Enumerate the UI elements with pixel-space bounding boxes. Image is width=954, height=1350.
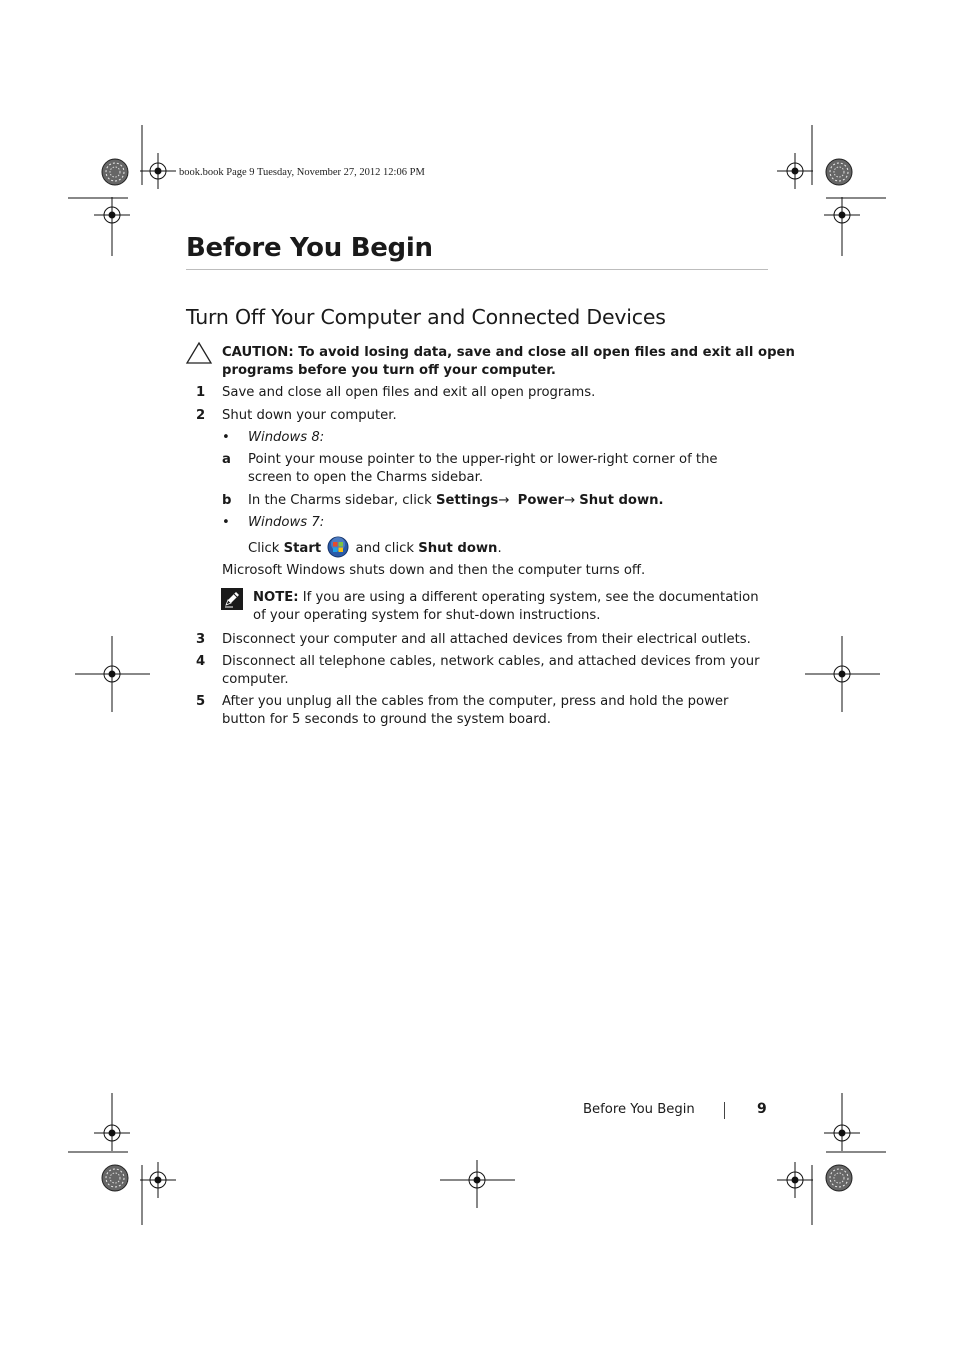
substep-a-line-1: Point your mouse pointer to the upper-right or lower-right corner of the — [248, 452, 718, 467]
windows-8-label: Windows 8: — [248, 430, 325, 445]
caution-line-1: CAUTION: To avoid losing data, save and close all open files and exit all open — [222, 345, 795, 360]
note-line-1 — [253, 589, 759, 607]
step-text: Save and close all open files and exit all open programs. — [222, 385, 596, 400]
caution-triangle-icon — [186, 342, 212, 364]
windows-start-orb-icon — [327, 536, 349, 558]
note-label: NOTE: — [253, 590, 299, 605]
and-click-text: and click — [351, 541, 419, 556]
windows-7-label: Windows 7: — [248, 515, 325, 530]
print-slug: book.book Page 9 Tuesday, November 27, 2012 12:06 PM — [179, 167, 425, 178]
step-text: Disconnect all telephone cables, network cables, and attached devices from your — [222, 654, 760, 669]
windows-7-instruction — [248, 536, 502, 558]
step-text: Disconnect your computer and all attached devices from their electrical outlets. — [222, 632, 751, 647]
note-pencil-icon — [221, 588, 243, 610]
step-text: button for 5 seconds to ground the system board. — [222, 712, 551, 727]
step-number: 5 — [196, 694, 206, 709]
bullet: • — [222, 430, 230, 445]
substep-b-text: In the Charms sidebar, click — [248, 493, 436, 508]
title-rule — [186, 269, 768, 270]
caution-line-2: programs before you turn off your computer. — [222, 363, 556, 378]
note-line-2: of your operating system for shut-down instructions. — [253, 608, 601, 623]
section-title: Turn Off Your Computer and Connected Devices — [186, 305, 666, 329]
substep-letter: a — [222, 452, 231, 467]
step-text: Shut down your computer. — [222, 408, 397, 423]
click-text: Click — [248, 541, 284, 556]
step-text: computer. — [222, 672, 289, 687]
settings-label: Settings — [435, 493, 499, 508]
shut-down-label: Shut down — [418, 541, 498, 556]
substep-letter: b — [222, 493, 232, 508]
shut-down-label: Shut down. — [579, 493, 664, 508]
note-text: If you are using a different operating system, see the documentation — [298, 590, 759, 605]
period: . — [497, 541, 502, 556]
substep-a-line-2: screen to open the Charms sidebar. — [248, 470, 484, 485]
arrow: → — [564, 493, 576, 508]
step-number: 3 — [196, 632, 206, 647]
page-title: Before You Begin — [186, 233, 433, 263]
bullet: • — [222, 515, 230, 530]
power-label: Power — [517, 493, 565, 508]
footer-separator — [724, 1102, 725, 1119]
step-number: 4 — [196, 654, 206, 669]
page-number: 9 — [757, 1101, 767, 1117]
shutdown-result: Microsoft Windows shuts down and then the computer turns off. — [222, 563, 646, 578]
step-text: After you unplug all the cables from the computer, press and hold the power — [222, 694, 729, 709]
footer-section: Before You Begin — [583, 1102, 695, 1117]
step-number: 1 — [196, 385, 206, 400]
substep-b — [248, 492, 664, 510]
start-label: Start — [283, 541, 322, 556]
step-number: 2 — [196, 408, 206, 423]
arrow: → — [498, 493, 510, 508]
